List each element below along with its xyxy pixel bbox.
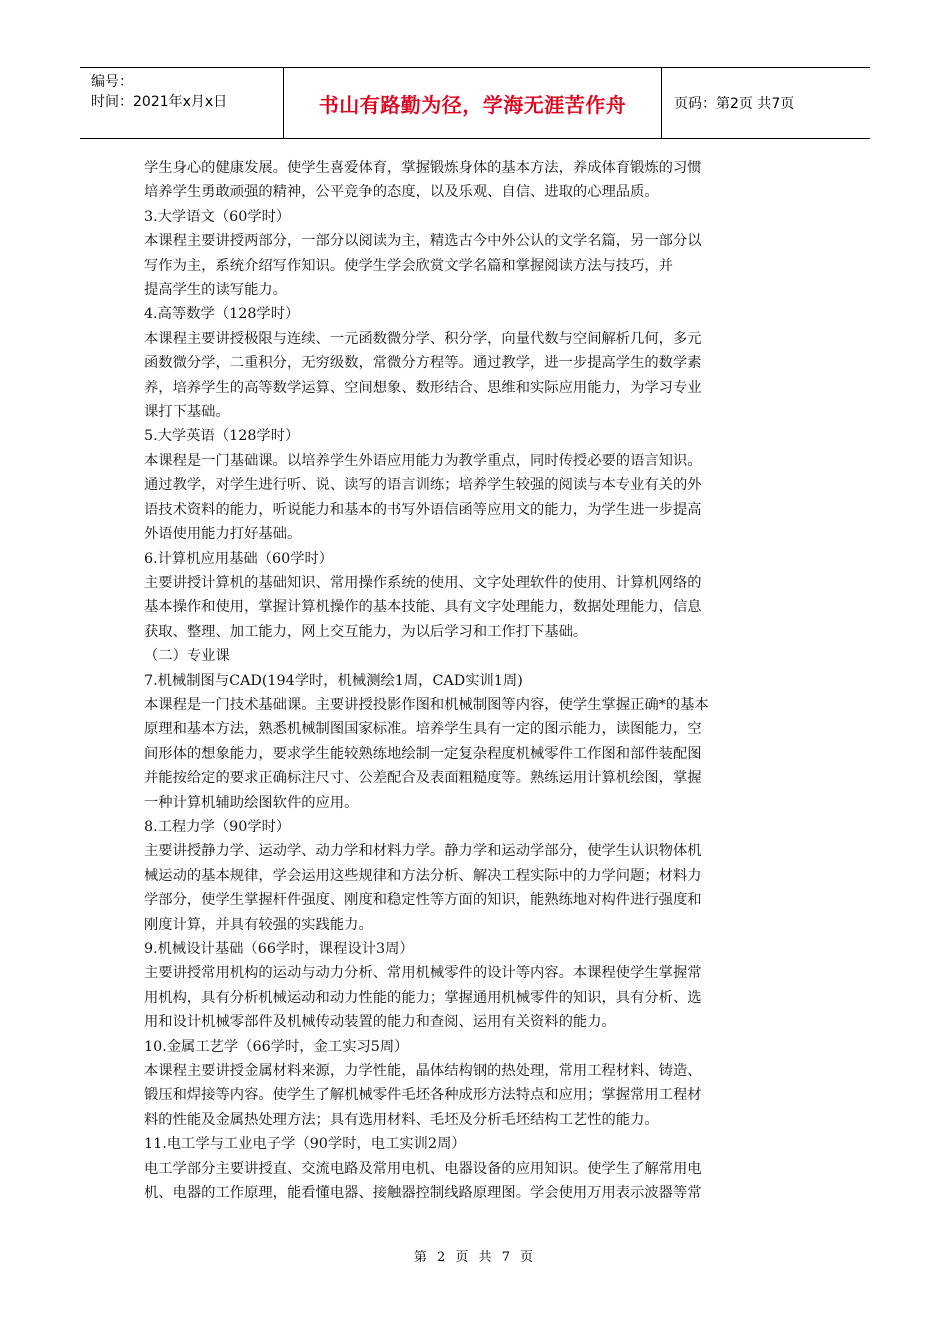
section-heading: 6.计算机应用基础（60学时） xyxy=(144,550,334,567)
body-line: 本课程是一门技术基础课。主要讲授投影作图和机械制图等内容，使学生掌握正确*的基本 xyxy=(144,696,709,713)
body-line: 料的性能及金属热处理方法；具有选用材料、毛坯及分析毛坯结构工艺性的能力。 xyxy=(144,1111,659,1128)
body-line: 主要讲授计算机的基础知识、常用操作系统的使用、文字处理软件的使用、计算机网络的 xyxy=(144,574,702,591)
body-line: 写作为主，系统介绍写作知识。使学生学会欣赏文学名篇和掌握阅读方法与技巧，并 xyxy=(144,257,673,274)
section-heading: 7.机械制图与CAD(194学时，机械测绘1周，CAD实训1周) xyxy=(144,672,523,689)
section-heading: 5.大学英语（128学时） xyxy=(144,428,300,445)
body-line: 获取、整理、加工能力，网上交互能力，为以后学习和工作打下基础。 xyxy=(144,623,588,640)
body-line: 学生身心的健康发展。使学生喜爱体育，掌握锻炼身体的基本方法，养成体育锻炼的习惯 xyxy=(144,160,702,176)
body-line: 机、电器的工作原理，能看懂电器、接触器控制线路原理图。学会使用万用表示波器等常 xyxy=(144,1185,702,1202)
body-line: 一种计算机辅助绘图软件的应用。 xyxy=(144,794,359,811)
body-line: 培养学生勇敢顽强的精神，公平竞争的态度，以及乐观、自信、进取的心理品质。 xyxy=(144,184,659,201)
body-line: 基本操作和使用，掌握计算机操作的基本技能、具有文字处理能力，数据处理能力，信息 xyxy=(144,599,702,616)
body-line: 刚度计算，并具有较强的实践能力。 xyxy=(144,916,373,933)
section-heading: 4.高等数学（128学时） xyxy=(144,306,300,323)
body-line: 课打下基础。 xyxy=(144,404,230,421)
category-heading: （二）专业课 xyxy=(144,648,230,665)
body-line: 主要讲授静力学、运动学、动力学和材料力学。静力学和运动学部分，使学生认识物体机 xyxy=(144,843,702,860)
body-line: 间形体的想象能力，要求学生能较熟练地绘制一定复杂程度机械零件工作图和部件装配图 xyxy=(144,745,702,762)
body-line: 学部分，使学生掌握杆件强度、刚度和稳定性等方面的知识，能熟练地对构件进行强度和 xyxy=(144,892,702,909)
body-line: 养，培养学生的高等数学运算、空间想象、数形结合、思维和实际应用能力，为学习专业 xyxy=(144,379,702,396)
body-line: 原理和基本方法，熟悉机械制图国家标准。培养学生具有一定的图示能力，读图能力，空 xyxy=(144,721,702,738)
body-line: 本课程主要讲授金属材料来源，力学性能，晶体结构钢的热处理，常用工程材料、铸造、 xyxy=(144,1063,702,1080)
header-page-number: 页码：第2页 共7页 xyxy=(674,96,795,112)
body-line: 锻压和焊接等内容。使学生了解机械零件毛坯各种成形方法特点和应用；掌握常用工程材 xyxy=(144,1087,702,1104)
body-line: 并能按给定的要求正确标注尺寸、公差配合及表面粗糙度等。熟练运用计算机绘图，掌握 xyxy=(144,770,702,787)
section-heading: 8.工程力学（90学时） xyxy=(144,818,291,835)
body-line: 用和设计机械零部件及机械传动装置的能力和查阅、运用有关资料的能力。 xyxy=(144,1014,616,1031)
body-line: 函数微分学，二重积分，无穷级数，常微分方程等。通过教学，进一步提高学生的数学素 xyxy=(144,355,702,372)
body-line: 械运动的基本规律，学会运用这些规律和方法分析、解决工程实际中的力学问题；材料力 xyxy=(144,867,702,884)
header-meta xyxy=(80,68,284,138)
body-line: 本课程主要讲授两部分，一部分以阅读为主，精选古今中外公认的文学名篇，另一部分以 xyxy=(144,233,702,250)
body-line: 外语使用能力打好基础。 xyxy=(144,526,302,543)
body-line: 通过教学，对学生进行听、说、读写的语言训练；培养学生较强的阅读与本专业有关的外 xyxy=(144,477,702,494)
document-number-label: 编号： xyxy=(91,74,133,90)
body-line: 提高学生的读写能力。 xyxy=(144,282,287,299)
body-line: 主要讲授常用机构的运动与动力分析、常用机械零件的设计等内容。本课程使学生掌握常 xyxy=(144,965,702,982)
section-heading: 3.大学语文（60学时） xyxy=(144,208,291,225)
body-line: 电工学部分主要讲授直、交流电路及常用电机、电器设备的应用知识。使学生了解常用电 xyxy=(144,1160,702,1177)
body-line: 语技术资料的能力，听说能力和基本的书写外语信函等应用文的能力，为学生进一步提高 xyxy=(144,501,702,518)
section-heading: 9.机械设计基础（66学时，课程设计3周） xyxy=(144,941,414,957)
body-line: 用机构，具有分析机械运动和动力性能的能力；掌握通用机械零件的知识，具有分析、选 xyxy=(144,989,702,1006)
page-footer: 第 2 页 共 7 页 xyxy=(413,1250,537,1265)
header-motto: 书山有路勤为径，学海无涯苦作舟 xyxy=(284,68,662,138)
body-line: 本课程是一门基础课。以培养学生外语应用能力为教学重点，同时传授必要的语言知识。 xyxy=(144,452,702,469)
document-body xyxy=(144,156,808,1205)
page-header xyxy=(80,67,870,139)
body-line: 本课程主要讲授极限与连续、一元函数微分学、积分学，向量代数与空间解析几何，多元 xyxy=(144,330,702,347)
section-heading: 10.金属工艺学（66学时，金工实习5周） xyxy=(144,1038,409,1055)
section-heading: 11.电工学与工业电子学（90学时，电工实训2周） xyxy=(144,1136,466,1153)
document-date: 时间：2021年x月x日 xyxy=(91,94,228,110)
